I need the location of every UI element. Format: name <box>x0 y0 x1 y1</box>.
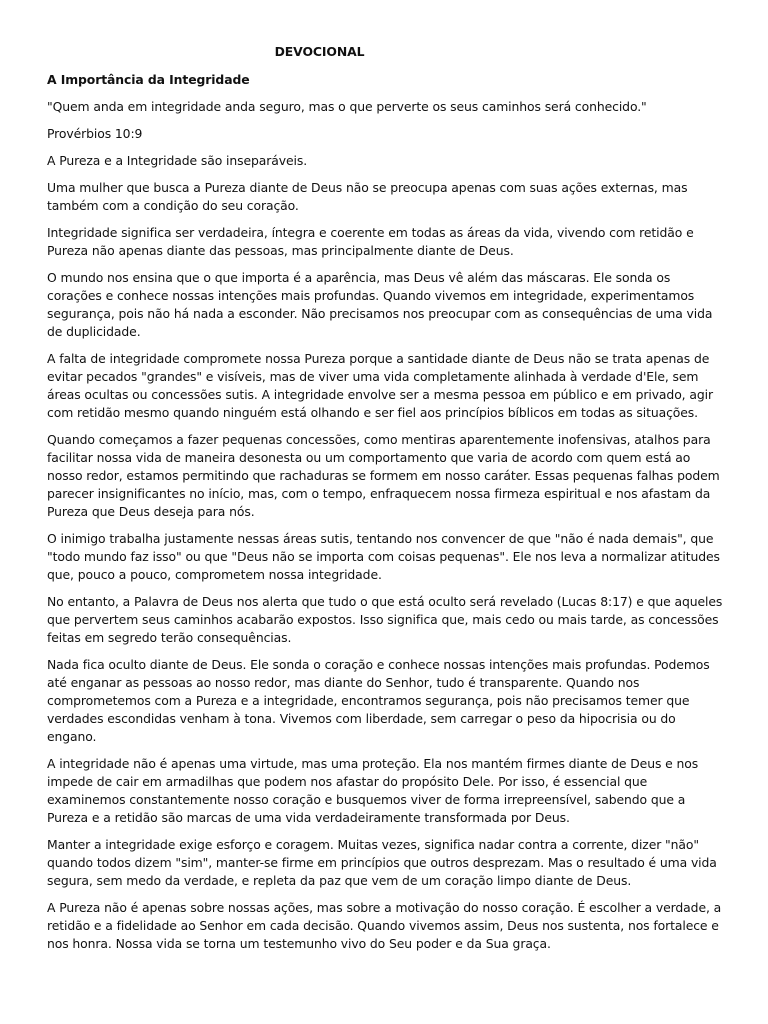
paragraph: No entanto, a Palavra de Deus nos alerta que tudo o que está oculto será revelado (Lucas 8:17) e que aqueles que pervertem seus caminhos acabarão expostos. Isso significa que, mais cedo ou mais tarde, as concessões feitas em segredo terão consequências. <box>47 594 723 645</box>
paragraph: O inimigo trabalha justamente nessas áreas sutis, tentando nos convencer de que "não é nada demais", que "todo mundo faz isso" ou que "Deus não se importa com coisas pequenas". Ele nos leva a normalizar atitudes que, pouco a pouco, comprometem nossa integridade. <box>47 531 720 582</box>
paragraph: A falta de integridade compromete nossa Pureza porque a santidade diante de Deus não se trata apenas de evitar pecados "grandes" e visíveis, mas de viver uma vida completamente alinhada à verdade d'Ele, sem áreas ocultas ou concessões sutis. A integridade envolve ser a mesma pessoa em público e em privado, agir com retidão mesmo quando ninguém está olhando e ser fiel aos princípios bíblicos em todas as situações. <box>47 351 713 420</box>
bible-quote: "Quem anda em integridade anda seguro, mas o que perverte os seus caminhos será conhecido." <box>47 99 647 114</box>
paragraph: Uma mulher que busca a Pureza diante de Deus não se preocupa apenas com suas ações externas, mas também com a condição do seu coração. <box>47 180 688 213</box>
document-subtitle: A Importância da Integridade <box>47 72 250 87</box>
paragraph: O mundo nos ensina que o que importa é a aparência, mas Deus vê além das máscaras. Ele sonda os corações e conhece nossas intenções mais profundas. Quando vivemos em integridade, experimentamos segurança, pois não há nada a esconder. Não precisamos nos preocupar com as consequências de uma vida de duplicidade. <box>47 270 713 339</box>
paragraph: Quando começamos a fazer pequenas concessões, como mentiras aparentemente inofensivas, atalhos para facilitar nossa vida de maneira desonesta ou um comportamento que varia de acordo com quem está ao nosso redor, estamos permitindo que rachaduras se formem em nosso caráter. Essas pequenas falhas podem parecer insignificantes no início, mas, com o tempo, enfraquecem nossa firmeza espiritual e nos afastam da Pureza que Deus deseja para nós. <box>47 432 720 519</box>
paragraph: Integridade significa ser verdadeira, íntegra e coerente em todas as áreas da vida, vivendo com retidão e Pureza não apenas diante das pessoas, mas principalmente diante de Deus. <box>47 225 694 258</box>
paragraph: A Pureza e a Integridade são inseparáveis. <box>47 153 308 168</box>
document-body <box>47 43 723 962</box>
document-title: DEVOCIONAL <box>274 44 365 59</box>
paragraph: A Pureza não é apenas sobre nossas ações, mas sobre a motivação do nosso coração. É escolher a verdade, a retidão e a fidelidade ao Senhor em cada decisão. Quando vivemos assim, Deus nos sustenta, nos fortalece e nos honra. Nossa vida se torna um testemunho vivo do Seu poder e da Sua graça. <box>47 900 722 951</box>
bible-reference: Provérbios 10:9 <box>47 126 143 141</box>
paragraph: Nada fica oculto diante de Deus. Ele sonda o coração e conhece nossas intenções mais profundas. Podemos até enganar as pessoas ao nosso redor, mas diante do Senhor, tudo é transparente. Quando nos comprometemos com a Pureza e a integridade, encontramos segurança, pois não precisamos temer que verdades escondidas venham à tona. Vivemos com liberdade, sem carregar o peso da hipocrisia ou do engano. <box>47 657 710 744</box>
paragraph: Manter a integridade exige esforço e coragem. Muitas vezes, significa nadar contra a corrente, dizer "não" quando todos dizem "sim", manter-se firme em princípios que outros desprezam. Mas o resultado é uma vida segura, sem medo da verdade, e repleta da paz que vem de um coração limpo diante de Deus. <box>47 837 717 888</box>
paragraph: A integridade não é apenas uma virtude, mas uma proteção. Ela nos mantém firmes diante de Deus e nos impede de cair em armadilhas que podem nos afastar do propósito Dele. Por isso, é essencial que examinemos constantemente nosso coração e busquemos viver de forma irrepreensível, sabendo que a Pureza e a retidão são marcas de uma vida verdadeiramente transformada por Deus. <box>47 756 699 825</box>
